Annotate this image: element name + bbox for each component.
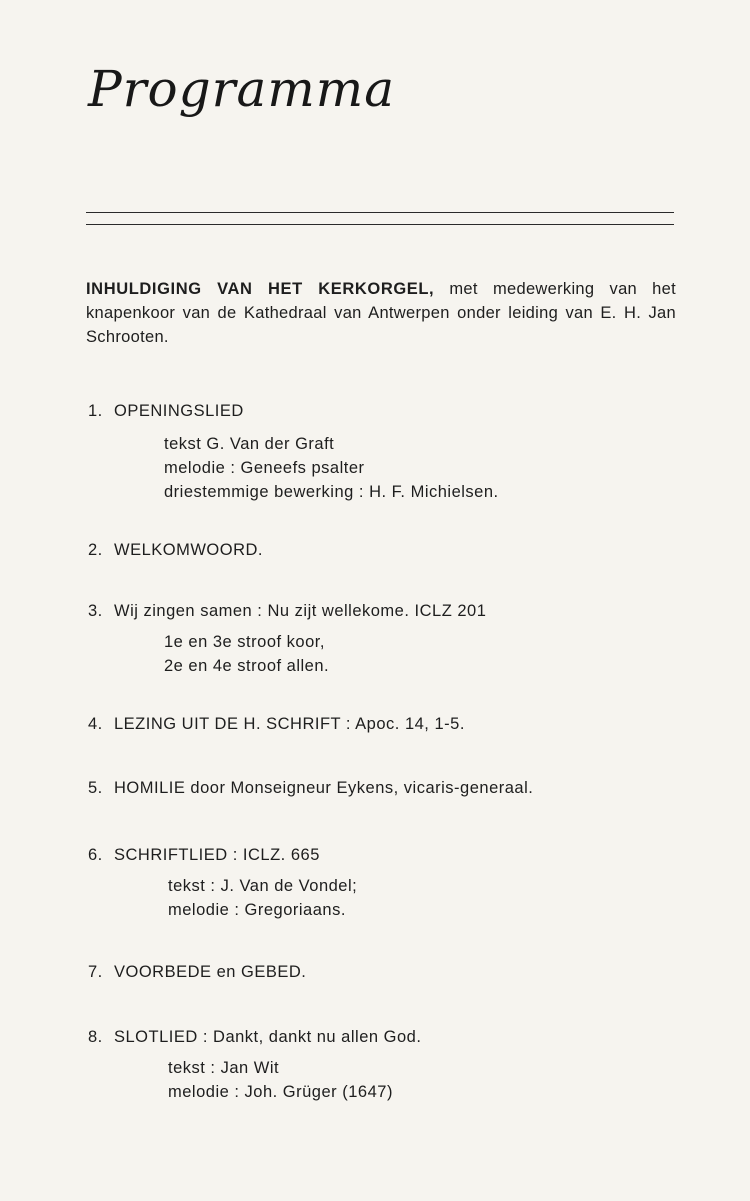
item-text: Wij zingen samen : Nu zijt wellekome. ICLZ 201 (114, 602, 487, 620)
page-title: Programma (88, 60, 395, 118)
program-item-4 (88, 712, 465, 736)
program-item-5 (88, 776, 533, 800)
intro-text: met medewerking van het knapenkoor van de Kathedraal van Antwerpen onder leiding van E. H. Jan Schrooten. (86, 280, 677, 346)
item-3-detail-2: 2e en 4e stroof allen. (164, 657, 330, 675)
item-6-detail-1: tekst : J. Van de Vondel; (168, 877, 358, 895)
item-1-detail-1: tekst G. Van der Graft (164, 435, 335, 453)
item-number: 4. (88, 715, 103, 733)
item-text: SLOTLIED : Dankt, dankt nu allen God. (114, 1028, 422, 1046)
item-text: VOORBEDE en GEBED. (114, 963, 307, 981)
item-8-detail-2: melodie : Joh. Grüger (1647) (168, 1083, 393, 1101)
item-text: LEZING UIT DE H. SCHRIFT : Apoc. 14, 1-5. (114, 715, 465, 733)
item-3-detail-1: 1e en 3e stroof koor, (164, 633, 325, 651)
item-number: 6. (88, 846, 103, 864)
program-item-8 (88, 1025, 421, 1049)
item-number: 3. (88, 602, 103, 620)
item-1-detail-3: driestemmige bewerking : H. F. Michielsen. (164, 483, 499, 501)
item-text: WELKOMWOORD. (114, 541, 263, 559)
intro-lead: INHULDIGING VAN HET KERKORGEL, (86, 280, 435, 298)
divider-line-bottom (86, 224, 674, 225)
program-item-6 (88, 843, 320, 867)
divider-line-top (86, 212, 674, 213)
item-text: HOMILIE door Monseigneur Eykens, vicaris-generaal. (114, 779, 534, 797)
program-item-7 (88, 960, 306, 984)
item-1-detail-2: melodie : Geneefs psalter (164, 459, 365, 477)
item-number: 7. (88, 963, 103, 981)
program-item-1 (88, 399, 244, 423)
item-number: 2. (88, 541, 103, 559)
item-number: 5. (88, 779, 103, 797)
item-number: 1. (88, 402, 103, 420)
program-item-3 (88, 599, 486, 623)
item-number: 8. (88, 1028, 103, 1046)
item-8-detail-1: tekst : Jan Wit (168, 1059, 280, 1077)
item-text: SCHRIFTLIED : ICLZ. 665 (114, 846, 320, 864)
item-text: OPENINGSLIED (114, 402, 244, 420)
item-6-detail-2: melodie : Gregoriaans. (168, 901, 346, 919)
intro-paragraph (86, 277, 676, 349)
program-item-2 (88, 538, 263, 562)
